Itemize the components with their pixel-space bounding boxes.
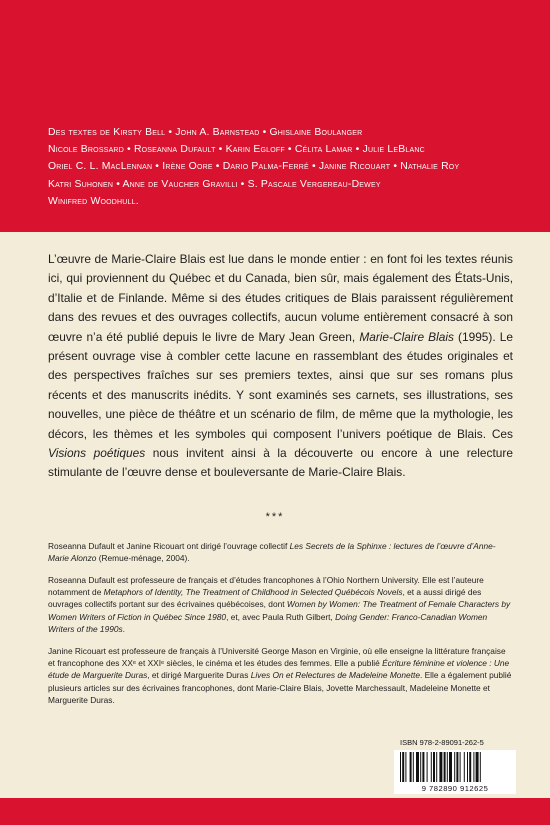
book-title: Les Secrets de la Sphinxe : lectures de l’œuvre d’Anne-Marie Alonzo <box>48 541 496 564</box>
red-footer-band <box>0 798 550 825</box>
barcode-bar <box>439 752 442 782</box>
barcode-bar <box>413 752 414 782</box>
book-title: Women by Women: The Treatment of Female Characters by Women Writers of Fiction in Québec Since 1980 <box>48 599 511 622</box>
book-title: Lives On et Relectures de Madeleine Monette <box>250 670 420 681</box>
book-title: Doing Gender: Franco-Canadian Women Writers of the 1990s <box>48 611 488 634</box>
editors-note: Roseanna Dufault et Janine Ricouart ont dirigé l’ouvrage collectif Les Secrets de la Sphinxe : lectures de l’œuvre d’Anne-Marie Alonzo (Remue-ménage, 2004). <box>48 541 496 564</box>
barcode-bar <box>460 752 461 782</box>
barcode-bar <box>436 752 437 782</box>
barcode-bar <box>433 752 435 782</box>
barcode-bar <box>427 752 428 782</box>
contributors-line: Nicole Brossard • Roseanna Dufault • Karin Egloff • Célita Lamar • Julie LeBlanc <box>48 144 425 156</box>
contributors-line: Katri Suhonen • Anne de Vaucher Gravilli • S. Pascale Vergereau-Dewey <box>48 178 381 190</box>
isbn-label: ISBN 978-2-89091-262-5 <box>400 738 484 747</box>
barcode <box>394 750 516 794</box>
barcode-bar <box>447 752 448 782</box>
book-title: Écriture féminine et violence : Une étude de Marguerite Duras <box>48 658 510 681</box>
barcode-bar <box>456 752 458 782</box>
barcode-bar <box>431 752 432 782</box>
summary-text: L’œuvre de Marie-Claire Blais est lue dans le monde entier : en font foi les textes réunis ici, qui proviennent du Québec et du Canada, bien sûr, mais également des États-Unis, d’Italie et de Finlande. Même si des études critiques de Blais paraissent régulièrement dans des revues et des ouvrages collectifs, aucun volume entièrement consacré à son œuvre n’a été publié depuis le livre de Mary Jean Green, Marie-Claire Blais (1995). Le présent ouvrage vise à combler cette lacune en rassemblant des études originales et des perspectives fraîches sur ses premiers textes, ainsi que sur ses romans plus récents et des manuscrits inédits. Y sont examinés ses carnets, ses illustrations, ses nouvelles, une pièce de théâtre et un scénario de film, de même que la mythologie, les décors, les thèmes et les symboles qui composent l’univers poétique de Blais. Ces Visions poétiques nous invitent ainsi à la découverte ou encore à une relecture stimulante de l’œuvre dense et bouleversante de Marie-Claire Blais. <box>48 252 513 480</box>
barcode-bar <box>405 752 406 782</box>
barcode-bar <box>454 752 455 782</box>
barcode-bar <box>464 752 465 782</box>
barcode-bar <box>422 752 424 782</box>
barcode-bar <box>473 752 474 782</box>
barcode-bar <box>444 752 446 782</box>
contributors-list <box>48 124 518 210</box>
contributors-line: Des textes de Kirsty Bell • John A. Barnstead • Ghislaine Boulanger <box>48 127 363 138</box>
barcode-bar <box>420 752 421 782</box>
barcode-bar <box>416 752 419 782</box>
book-title: Marie-Claire Blais <box>359 329 454 344</box>
book-title: Visions poétiques <box>48 446 146 461</box>
barcode-bar <box>467 752 468 782</box>
barcode-bars <box>400 752 510 784</box>
barcode-number: 9 782890 912625 <box>421 784 489 793</box>
barcode-bar <box>410 752 412 782</box>
bio-dufault: Roseanna Dufault est professeure de français et d’études francophones à l’Ohio Northern University. Elle est l’auteure notamment de Metaphors of Identity, The Treatment of Childhood in Selected Québécois Novels, et a aussi dirigé des ouvrages collectifs portant sur des écrivaines québécoises, dont Women by Women: The Treatment of Female Characters by Women Writers of Fiction in Québec Since 1980, et, avec Paula Ruth Gilbert, Doing Gender: Franco-Canadian Women Writers of the 1990s. <box>48 575 511 634</box>
barcode-bar <box>449 752 452 782</box>
contributors-line: Winifred Woodhull. <box>48 195 139 207</box>
barcode-bar <box>400 752 401 782</box>
barcode-bar <box>402 752 404 782</box>
barcode-bar <box>480 752 481 782</box>
book-title: Metaphors of Identity, The Treatment of Childhood in Selected Québécois Novels <box>103 587 403 598</box>
contributors-line: Oriel C. L. MacLennan • Irène Oore • Dario Palma-Ferré • Janine Ricouart • Nathalie Roy <box>48 161 460 173</box>
bio-ricouart: Janine Ricouart est professeure de français à l’Université George Mason en Virginie, où elle enseigne la littérature française et francophone des XXᵉ et XXIᵉ siècles, le cinéma et les études des femmes. Elle a publié Écriture féminine et violence : Une étude de Marguerite Duras, et dirigé Marguerite Duras Lives On et Relectures de Madeleine Monette. Elle a également publié plusieurs articles sur des écrivaines francophones, dont Marie-Claire Blais, Jovette Marchessault, Madeleine Monette et Marguerite Duras. <box>48 646 512 705</box>
barcode-bar <box>469 752 471 782</box>
section-separator: *** <box>265 511 285 523</box>
barcode-bar <box>476 752 479 782</box>
